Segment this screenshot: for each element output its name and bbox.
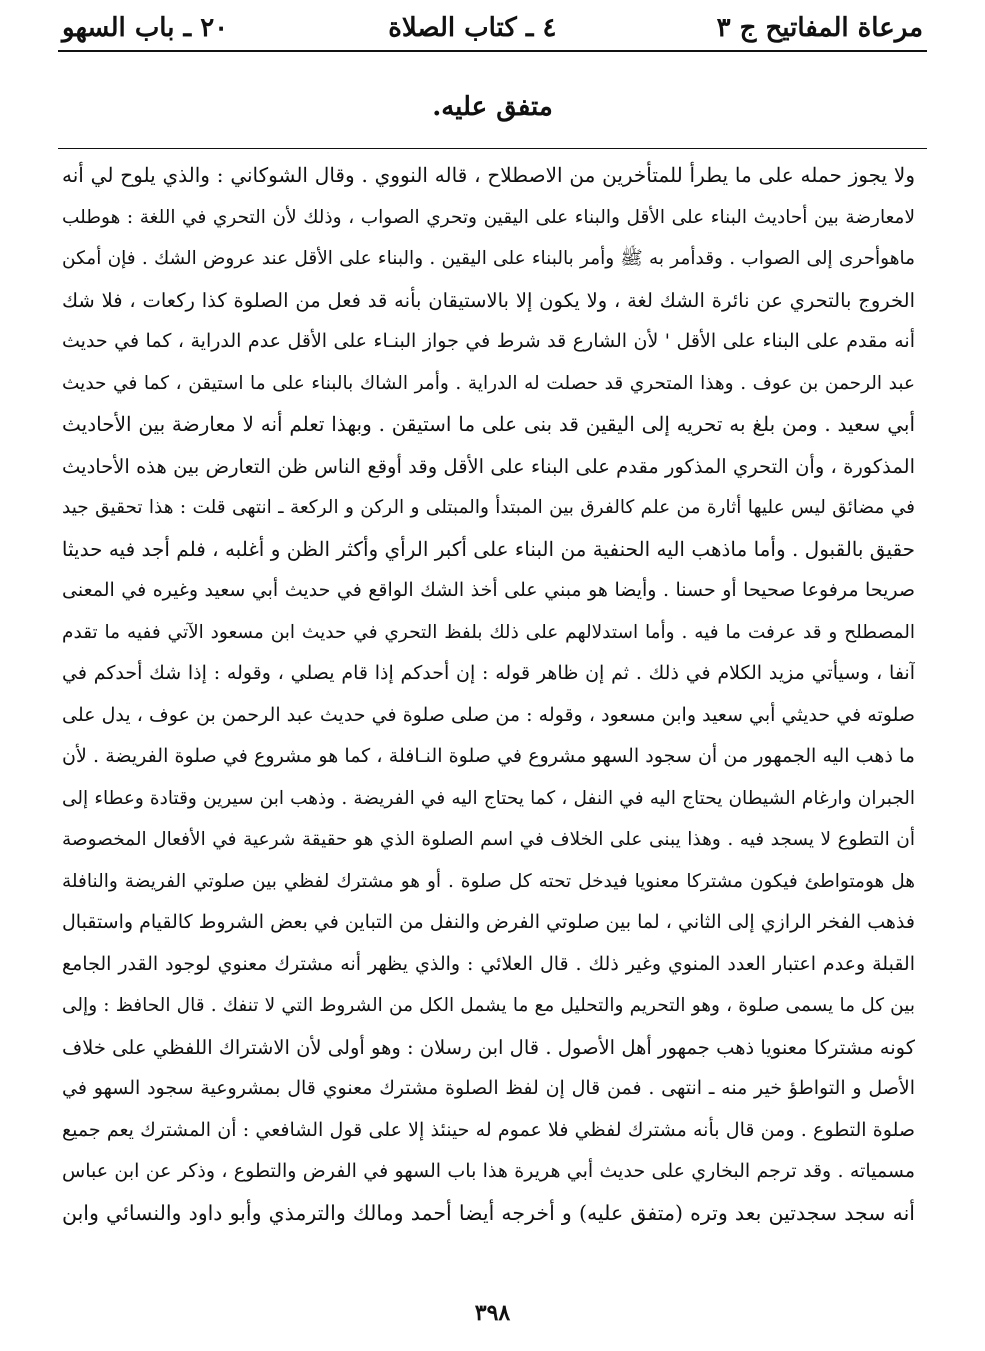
text-line: لامعارضة بين أحاديث البناء على الأقل والبناء على اليقين وتحري الصواب ، وذلك لأن التحري في اللغة : هوطلب	[62, 206, 915, 228]
text-line: الجبران وارغام الشيطان يحتاج اليه في النفل ، كما يحتاج اليه في الفريضة . وذهب ابن سيرين وقتادة وعطاء إلى	[62, 787, 915, 809]
text-line: حقيق بالقبول . وأما ماذهب اليه الحنفية من البناء على أكبر الرأي وأكثر الظن و أغلبه ، فلم أجد فيه حديثا	[62, 536, 915, 561]
text-line: ماهوأحرى إلى الصواب . وقدأمر به ﷺ وأمر بالبناء على اليقين . والبناء على الأقل عند عروض الشك . فإن أمكن	[62, 248, 915, 269]
page-number: ٣٩٨	[474, 1300, 511, 1326]
header-book-title: مرعاة المفاتيح ج ٣	[716, 13, 923, 43]
text-line: المصطلح و قد عرفت ما فيه . وأما استدلالهم على ذلك بلفظ التحري في حديث ابن مسعود الآتي ففيه ما تقدم	[62, 621, 915, 643]
text-line: عبد الرحمن بن عوف . وهذا المتحري قد حصلت له الدراية . وأمر الشاك بالبناء على ما استيقن ، كما في حديث	[62, 372, 915, 394]
text-line: الخروج بالتحري عن نائرة الشك لغة ، ولا يكون إلا بالاستيقان بأنه قد فعل من الصلوة كذا ركعات ، فلا شك	[62, 288, 915, 312]
text-line: صريحا مرفوعا صحيحا أو حسنا . وأيضا هو مبني على أخذ الشك الواقع في حديث أبي سعيد وغيره في المعنى	[62, 579, 915, 601]
text-line: أن التطوع لا يسجد فيه . وهذا يبنى على الخلاف في اسم الصلوة الذي هو حقيقة شرعية في الأفعال المخصوصة	[62, 829, 915, 850]
text-line: ولا يجوز حمله على ما يطرأ للمتأخرين من الاصطلاح ، قاله النووي . وقال الشوكاني : والذي يلوح لي أنه	[62, 163, 915, 187]
heading-divider	[58, 148, 927, 149]
running-header	[62, 8, 923, 48]
page-title: متفق عليه.	[432, 92, 553, 122]
text-line: صلوة التطوع . ومن قال بأنه مشترك لفظي فلا عموم له حينئذ إلا على قول الشافعي : أن المشترك يعم جميع	[62, 1118, 915, 1141]
text-line: الأصل و التواطؤ خير منه ـ انتهى . فمن قال إن لفظ الصلوة مشترك معنوي قال بمشروعية سجود السهو في	[62, 1077, 915, 1099]
text-line: القبلة وعدم اعتبار العدد المنوي وغير ذلك . قال العلائي : والذي يظهر أنه مشترك معنوي لوجود القدر الجامع	[62, 952, 915, 975]
header-chapter-title: ٤ ـ كتاب الصلاة	[388, 13, 557, 43]
commentary-text	[62, 155, 915, 1234]
text-line: المذكورة ، وأن التحري المذكور مقدم على البناء على الأقل وقد أوقع الناس ظن التعارض بين هذه الأحاديث	[62, 454, 915, 478]
text-line: في مضائق ليس عليها أثارة من علم كالفرق بين المبتدأ والمبتلى و الركن و الركعة ـ انتهى قلت : هذا تحقيق جيد	[62, 497, 915, 518]
text-line: مسمياته . وقد ترجم البخاري على حديث أبي هريرة هذا باب السهو في الفرض والتطوع ، وذكر عن ابن عباس	[62, 1160, 915, 1182]
text-line: أبي سعيد . ومن بلغ به تحريه إلى اليقين قد بنى على ما استيقن . وبهذا تعلم أنه لا معارضة بين الأحاديث	[62, 412, 915, 436]
text-line: أنه سجد سجدتين بعد وتره (متفق عليه) و أخرجه أيضا أحمد ومالك والترمذي وأبو داود والنسائي وابن	[62, 1200, 915, 1225]
text-line: كونه مشتركا معنويا ذهب جمهور أهل الأصول . قال ابن رسلان : وهو أولى لأن الاشتراك اللفظي على خلاف	[62, 1035, 915, 1059]
text-line: بين كل ما يسمى صلوة ، وهو التحريم والتحليل مع ما يشمل الكل من الشروط التي لا تنفك . قال الحافظ : وإلى	[62, 995, 915, 1016]
text-line: هل هومتواطئ فيكون مشتركا معنويا فيدخل تحته كل صلوة . أو هو مشترك لفظي بين صلوتي الفريضة والنافلة	[62, 870, 915, 892]
header-section-title: ٢٠ ـ باب السهو	[62, 13, 229, 43]
text-line: أنه مقدم على البناء على الأقل ' لأن الشارع قد شرط في جواز البنـاء على الأقل عدم الدراية ، كما في حديث	[62, 330, 915, 352]
text-line: ما ذهب اليه الجمهور من أن سجود السهو مشروع في صلوة النـافلة ، كما هو مشروع في صلوة الفريضة . لأن	[62, 745, 915, 767]
text-line: فذهب الفخر الرازي إلى الثاني ، لما بين صلوتي الفرض والنفل من التباين في بعض الشروط كالقيام واستقبال	[62, 911, 915, 933]
text-line: آنفا ، وسيأتي مزيد الكلام في ذلك . ثم إن ظاهر قوله : إن أحدكم إذا قام يصلي ، وقوله : إذا شك أحدكم في	[62, 662, 915, 684]
header-divider	[58, 50, 927, 52]
text-line: صلوته في حديثي أبي سعيد وابن مسعود ، وقوله : من صلى صلوة في حديث عبد الرحمن بن عوف ، يدل على	[62, 703, 915, 726]
